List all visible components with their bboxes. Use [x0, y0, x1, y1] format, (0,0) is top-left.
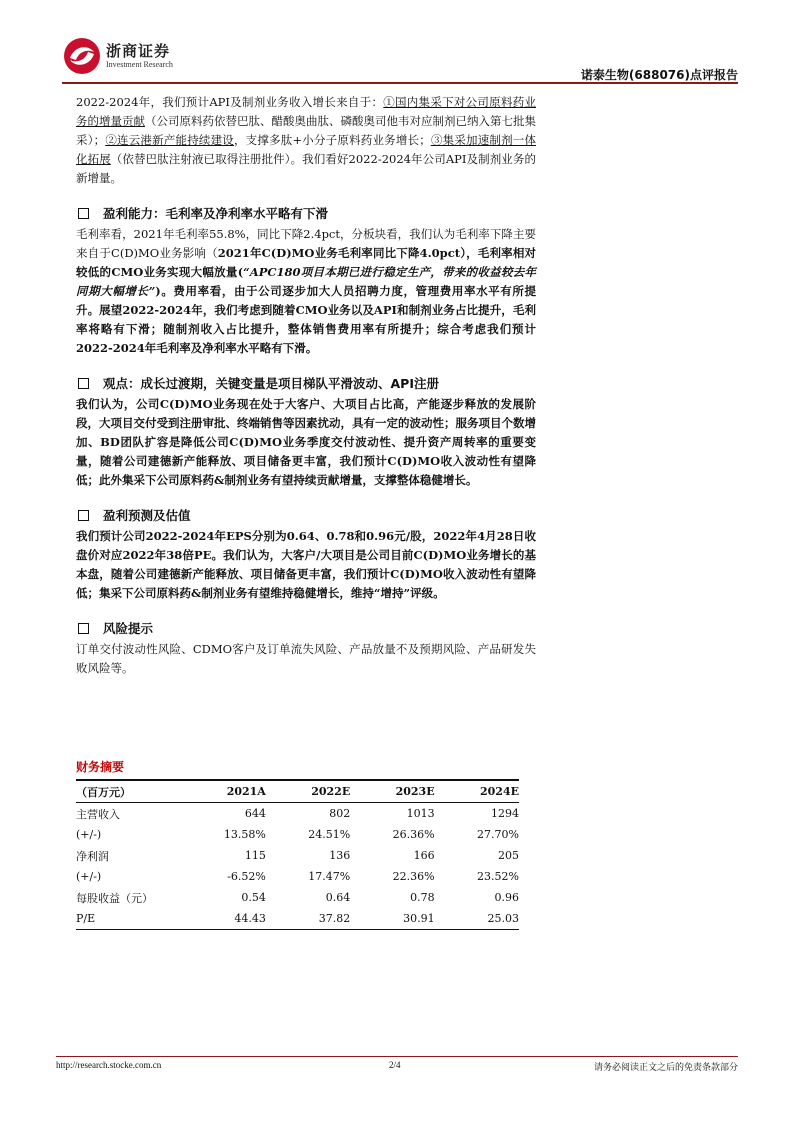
financial-summary	[76, 758, 519, 930]
table-cell: 205	[498, 849, 519, 862]
table-cell: 1294	[491, 807, 519, 820]
table-cell: 22.36%	[392, 870, 435, 883]
table-header-cell: 2024E	[435, 780, 519, 803]
table-cell: 25.03	[435, 908, 519, 930]
section-heading-risk	[76, 619, 536, 638]
section-title: 观点：成长过渡期，关键变量是项目梯队平滑波动、API注册	[103, 376, 439, 391]
risk-paragraph: 订单交付波动性风险、CDMO客户及订单流失风险、产品放量不及预期风险、产品研发失败风险等。	[76, 642, 536, 675]
row-label: (+/-)	[76, 870, 102, 883]
table-cell: 17.47%	[308, 870, 351, 883]
table-cell: 0.78	[410, 891, 435, 904]
table-cell: 0.54	[241, 891, 266, 904]
brand-logo-icon	[62, 36, 102, 76]
table-cell: 13.58%	[223, 828, 266, 841]
table-row	[76, 908, 519, 930]
section-title: 盈利能力：毛利率及净利率水平略有下滑	[103, 206, 329, 221]
profitability-text-1: 毛利率看，2021年毛利率55.8%，同比下降2.4pct，分板块看，我们认为毛利率下降主要来自于C(D)MO业务影响（	[76, 227, 536, 260]
section-heading-forecast	[76, 506, 536, 525]
footer-url-link[interactable]: http://research.stocke.com.cn	[56, 1060, 162, 1070]
table-cell: 24.51%	[308, 828, 351, 841]
page-number: 2/4	[389, 1060, 401, 1070]
profitability-text-3: )。费用率看，由于公司逐步加大人员招聘力度，管理费用率水平有所提升。展望2022-2024年，我们考虑到随着CMO业务以及API和制剂业务占比提升，毛利率将略有下滑；随制剂收入占比提升，整体销售费用率有所提升；综合考虑我们预计2022-2024年毛利率及净利率水平略有下滑。	[76, 284, 537, 355]
row-label: 每股收益（元）	[76, 891, 153, 905]
page-header	[62, 36, 738, 82]
table-cell: 1013	[406, 807, 435, 820]
table-header-cell: （百万元）	[76, 780, 181, 803]
table-row	[76, 845, 519, 866]
profitability-quote: “APC180项目本期已进行稳定生产，带来的收益较去年同期大幅增长”	[76, 265, 537, 298]
table-cell: 166	[413, 849, 435, 862]
row-label: 主营收入	[76, 807, 120, 821]
footer-disclaimer: 请务必阅读正文之后的免责条款部分	[593, 1063, 738, 1073]
checkbox-bullet-icon	[78, 208, 89, 219]
profitability-paragraph	[76, 225, 536, 358]
section-title: 风险提示	[103, 621, 154, 636]
intro-point-2: ②连云港新产能持续建设	[105, 133, 234, 147]
intro-text-1: 2022-2024年，我们预计API及制剂业务收入增长来自于：	[76, 95, 384, 109]
viewpoint-paragraph: 我们认为，公司C(D)MO业务现在处于大客户、大项目占比高，产能逐步释放的发展阶段，大项目交付受到注册审批、终端销售等因素扰动，具有一定的波动性；服务项目个数增加、BD团队扩容是降低公司C(D)MO业务季度交付波动性、提升资产周转率的重要变量，随着公司建德新产能释放、项目储备更丰富，我们预计C(D)MO收入波动性有望降低；此外集采下公司原料药&制剂业务有望持续贡献增量，支撑整体稳健增长。	[76, 397, 536, 487]
table-header-cell: 2022E	[266, 780, 350, 803]
intro-point-3: ③集采加速制剂一体化拓展	[76, 133, 537, 166]
table-cell: 23.52%	[477, 870, 519, 883]
table-cell: 0.96	[494, 891, 519, 904]
header-divider	[62, 82, 738, 84]
table-header-row	[76, 780, 519, 803]
table-cell: 136	[329, 849, 351, 862]
financial-table	[76, 779, 519, 930]
table-row	[76, 803, 519, 825]
intro-text-2: （公司原料药依替巴肽、醋酸奥曲肽、磷酸奥司他韦对应制剂已纳入第七批集采）；	[76, 114, 536, 147]
table-cell: 27.70%	[477, 828, 519, 841]
report-title: 诺泰生物(688076)点评报告	[580, 68, 738, 82]
table-header-cell: 2023E	[350, 780, 434, 803]
checkbox-bullet-icon	[78, 510, 89, 521]
profitability-text-2: 2021年C(D)MO业务毛利率同比下降4.0pct），毛利率相对较低的CMO业务实现大幅放量(	[76, 246, 536, 279]
intro-text-3: ，支撑多肽+小分子原料药业务增长；	[233, 133, 431, 147]
forecast-paragraph: 我们预计公司2022-2024年EPS分别为0.64、0.78和0.96元/股，2022年4月28日收盘价对应2022年38倍PE。我们认为，大客户/大项目是公司目前C(D)MO业务增长的基本盘，随着公司建德新产能释放、项目储备更丰富，我们预计C(D)MO收入波动性有望降低；集采下公司原料药&制剂业务有望维持稳健增长，维持“增持”评级。	[76, 529, 536, 600]
table-cell: 30.91	[350, 908, 434, 930]
section-title: 盈利预测及估值	[103, 508, 191, 523]
section-heading-profitability	[76, 204, 536, 223]
table-cell: 115	[244, 849, 266, 862]
table-cell: 802	[329, 807, 351, 820]
table-header-cell: 2021A	[181, 780, 265, 803]
row-label: (+/-)	[76, 828, 102, 841]
table-row	[76, 887, 519, 908]
intro-text-4: （依替巴肽注射液已取得注册批件）。我们看好2022-2024年公司API及制剂业务的新增量。	[76, 152, 536, 185]
main-content	[76, 93, 536, 678]
table-cell: -6.52%	[227, 870, 266, 883]
table-cell: 44.43	[181, 908, 265, 930]
checkbox-bullet-icon	[78, 623, 89, 634]
brand-name-cn: 浙商证券	[106, 42, 171, 60]
table-cell: 0.64	[325, 891, 351, 904]
financial-summary-title: 财务摘要	[76, 760, 125, 774]
intro-point-1: ①国内集采下对公司原料药业务的增量贡献	[76, 95, 536, 128]
table-row	[76, 824, 519, 845]
table-cell: 37.82	[266, 908, 350, 930]
table-cell: 26.36%	[392, 828, 435, 841]
table-row	[76, 866, 519, 887]
row-label: P/E	[76, 908, 181, 930]
checkbox-bullet-icon	[78, 378, 89, 389]
row-label: 净利润	[76, 849, 109, 863]
footer-divider	[56, 1056, 738, 1057]
intro-paragraph	[76, 93, 536, 188]
section-heading-viewpoint	[76, 374, 536, 393]
table-cell: 644	[244, 807, 266, 820]
brand-name-en: Investment Research	[106, 60, 173, 69]
